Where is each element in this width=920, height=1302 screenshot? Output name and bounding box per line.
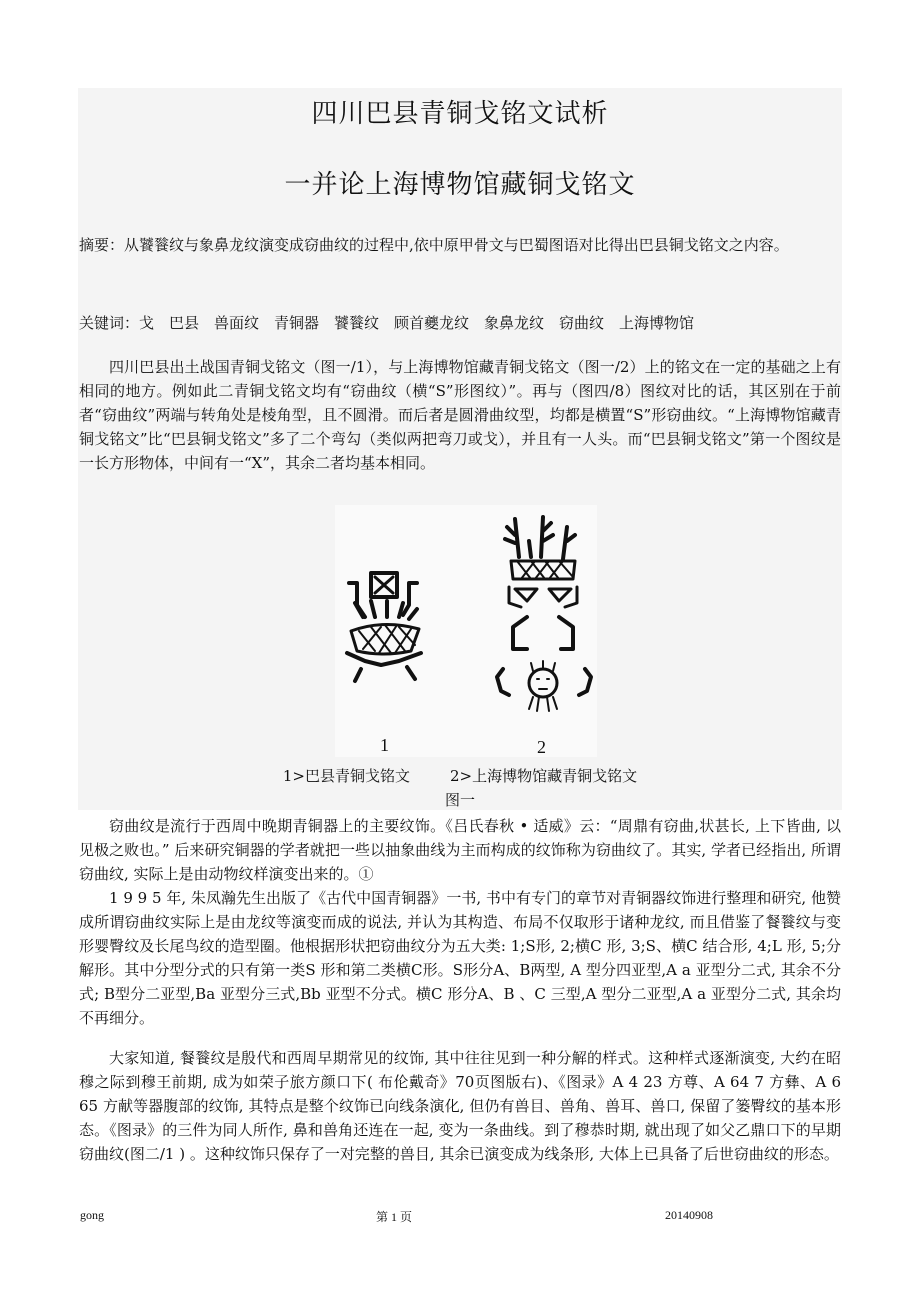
page-subtitle: 一并论上海博物馆藏铜戈铭文 — [284, 170, 636, 200]
figure-number-1: 1 — [380, 735, 389, 755]
figure-number-2: 2 — [537, 737, 546, 757]
inscription-1-drawing — [347, 573, 421, 681]
figure-caption-2: 2>上海博物馆藏青铜戈铭文 — [450, 767, 638, 785]
footer-date: 20140908 — [665, 1208, 713, 1222]
footer-author: gong — [80, 1208, 104, 1222]
figure-inscriptions — [335, 505, 597, 757]
inscription-2-drawing — [497, 517, 591, 711]
paragraph-2: 窃曲纹是流行于西周中晚期青铜器上的主要纹饰。《吕氏春秋 • 适威》云：“周鼎有窃曲,状甚长, 上下皆曲, 以见极之败也。” 后来研究铜器的学者就把一些以抽象曲线为主而构成的纹饰称为窃曲纹了。其实, 学者已经指出, 所谓窃曲纹, 实际上是由动物纹样演变出来的。① — [79, 817, 841, 883]
inscription-drawings — [335, 505, 597, 757]
keywords: 关键词：戈 巴县 兽面纹 青铜器 饕餮纹 顾首夔龙纹 象鼻龙纹 窃曲纹 上海博物馆 — [79, 314, 695, 332]
paragraph-3: 1 9 9 5 年, 朱凤瀚先生出版了《古代中国青铜器》一书, 书中有专门的章节对青铜器纹饰进行整理和研究, 他赞成所谓窃曲纹实际上是由龙纹等演变而成的说法, 并认为其构造、布局不仅取形于诸种龙纹, 而且借鉴了餐餮纹与变形婴臀纹及长尾鸟纹的造型圈。他根据形状把窃曲纹分为五大类: 1;S形, 2;横C 形, 3;S、横C 结合形, 4;L 形, 5;分解形。其中分型分式的只有第一类S 形和第二类横C形。S形分A、B两型, A 型分四亚型,A a 亚型分二式, 其余不分式; B型分二亚型,Ba 亚型分三式,Bb 亚型不分式。横C 形分A、B 、C 三型,A 型分二亚型,A a 亚型分二式, 其余均不再细分。 — [79, 889, 841, 1027]
figure-label: 图一 — [444, 791, 475, 809]
abstract: 摘要：从饕餮纹与象鼻龙纹演变成窃曲纹的过程中,依中原甲骨文与巴蜀图语对比得出巴县铜戈铭文之内容。 — [79, 236, 789, 254]
figure-caption-1: 1>巴县青铜戈铭文 — [282, 767, 410, 785]
paragraph-4: 大家知道, 餐餮纹是殷代和西周早期常见的纹饰, 其中往往见到一种分解的样式。这种样式逐渐演变, 大约在昭穆之际到穆王前期, 成为如荣子旅方颜口下( 布伦戴奇》70页图版右)、《图录》A 4 23 方尊、A 64 7 方彝、A 6 65 方献等器腹部的纹饰, 其特点是整个纹饰已向线条演化, 但仍有兽目、兽角、兽耳、兽口, 保留了篓臀纹的基本形态。《图录》的三件为同人所作, 鼻和兽角还连在一起, 变为一条曲线。到了穆恭时期, 就出现了如父乙鼎口下的早期窃曲纹(图二/1 ) 。这种纹饰只保存了一对完整的兽目, 其余已演变成为线条形, 大体上已具备了后世窃曲纹的形态。 — [79, 1049, 841, 1163]
page-title: 四川巴县青铜戈铭文试析 — [311, 99, 609, 129]
figure-caption — [78, 765, 842, 786]
footer-page-number: 第 1 页 — [376, 1210, 413, 1224]
paragraph-1: 四川巴县出土战国青铜戈铭文（图一/1），与上海博物馆藏青铜戈铭文（图一/2）上的铭文在一定的基础之上有相同的地方。例如此二青铜戈铭文均有“窃曲纹（横“S”形图纹）”。再与（图四/8）图纹对比的话，其区别在于前者“窃曲纹”两端与转角处是棱角型，且不圆滑。而后者是圆滑曲纹型，均都是横置“S”形窃曲纹。“上海博物馆藏青铜戈铭文”比“巴县铜戈铭文”多了二个弯勾（类似两把弯刀或戈），并且有一人头。而“巴县铜戈铭文”第一个图纹是一长方形物体，中间有一“X”，其余二者均基本相同。 — [79, 358, 841, 472]
